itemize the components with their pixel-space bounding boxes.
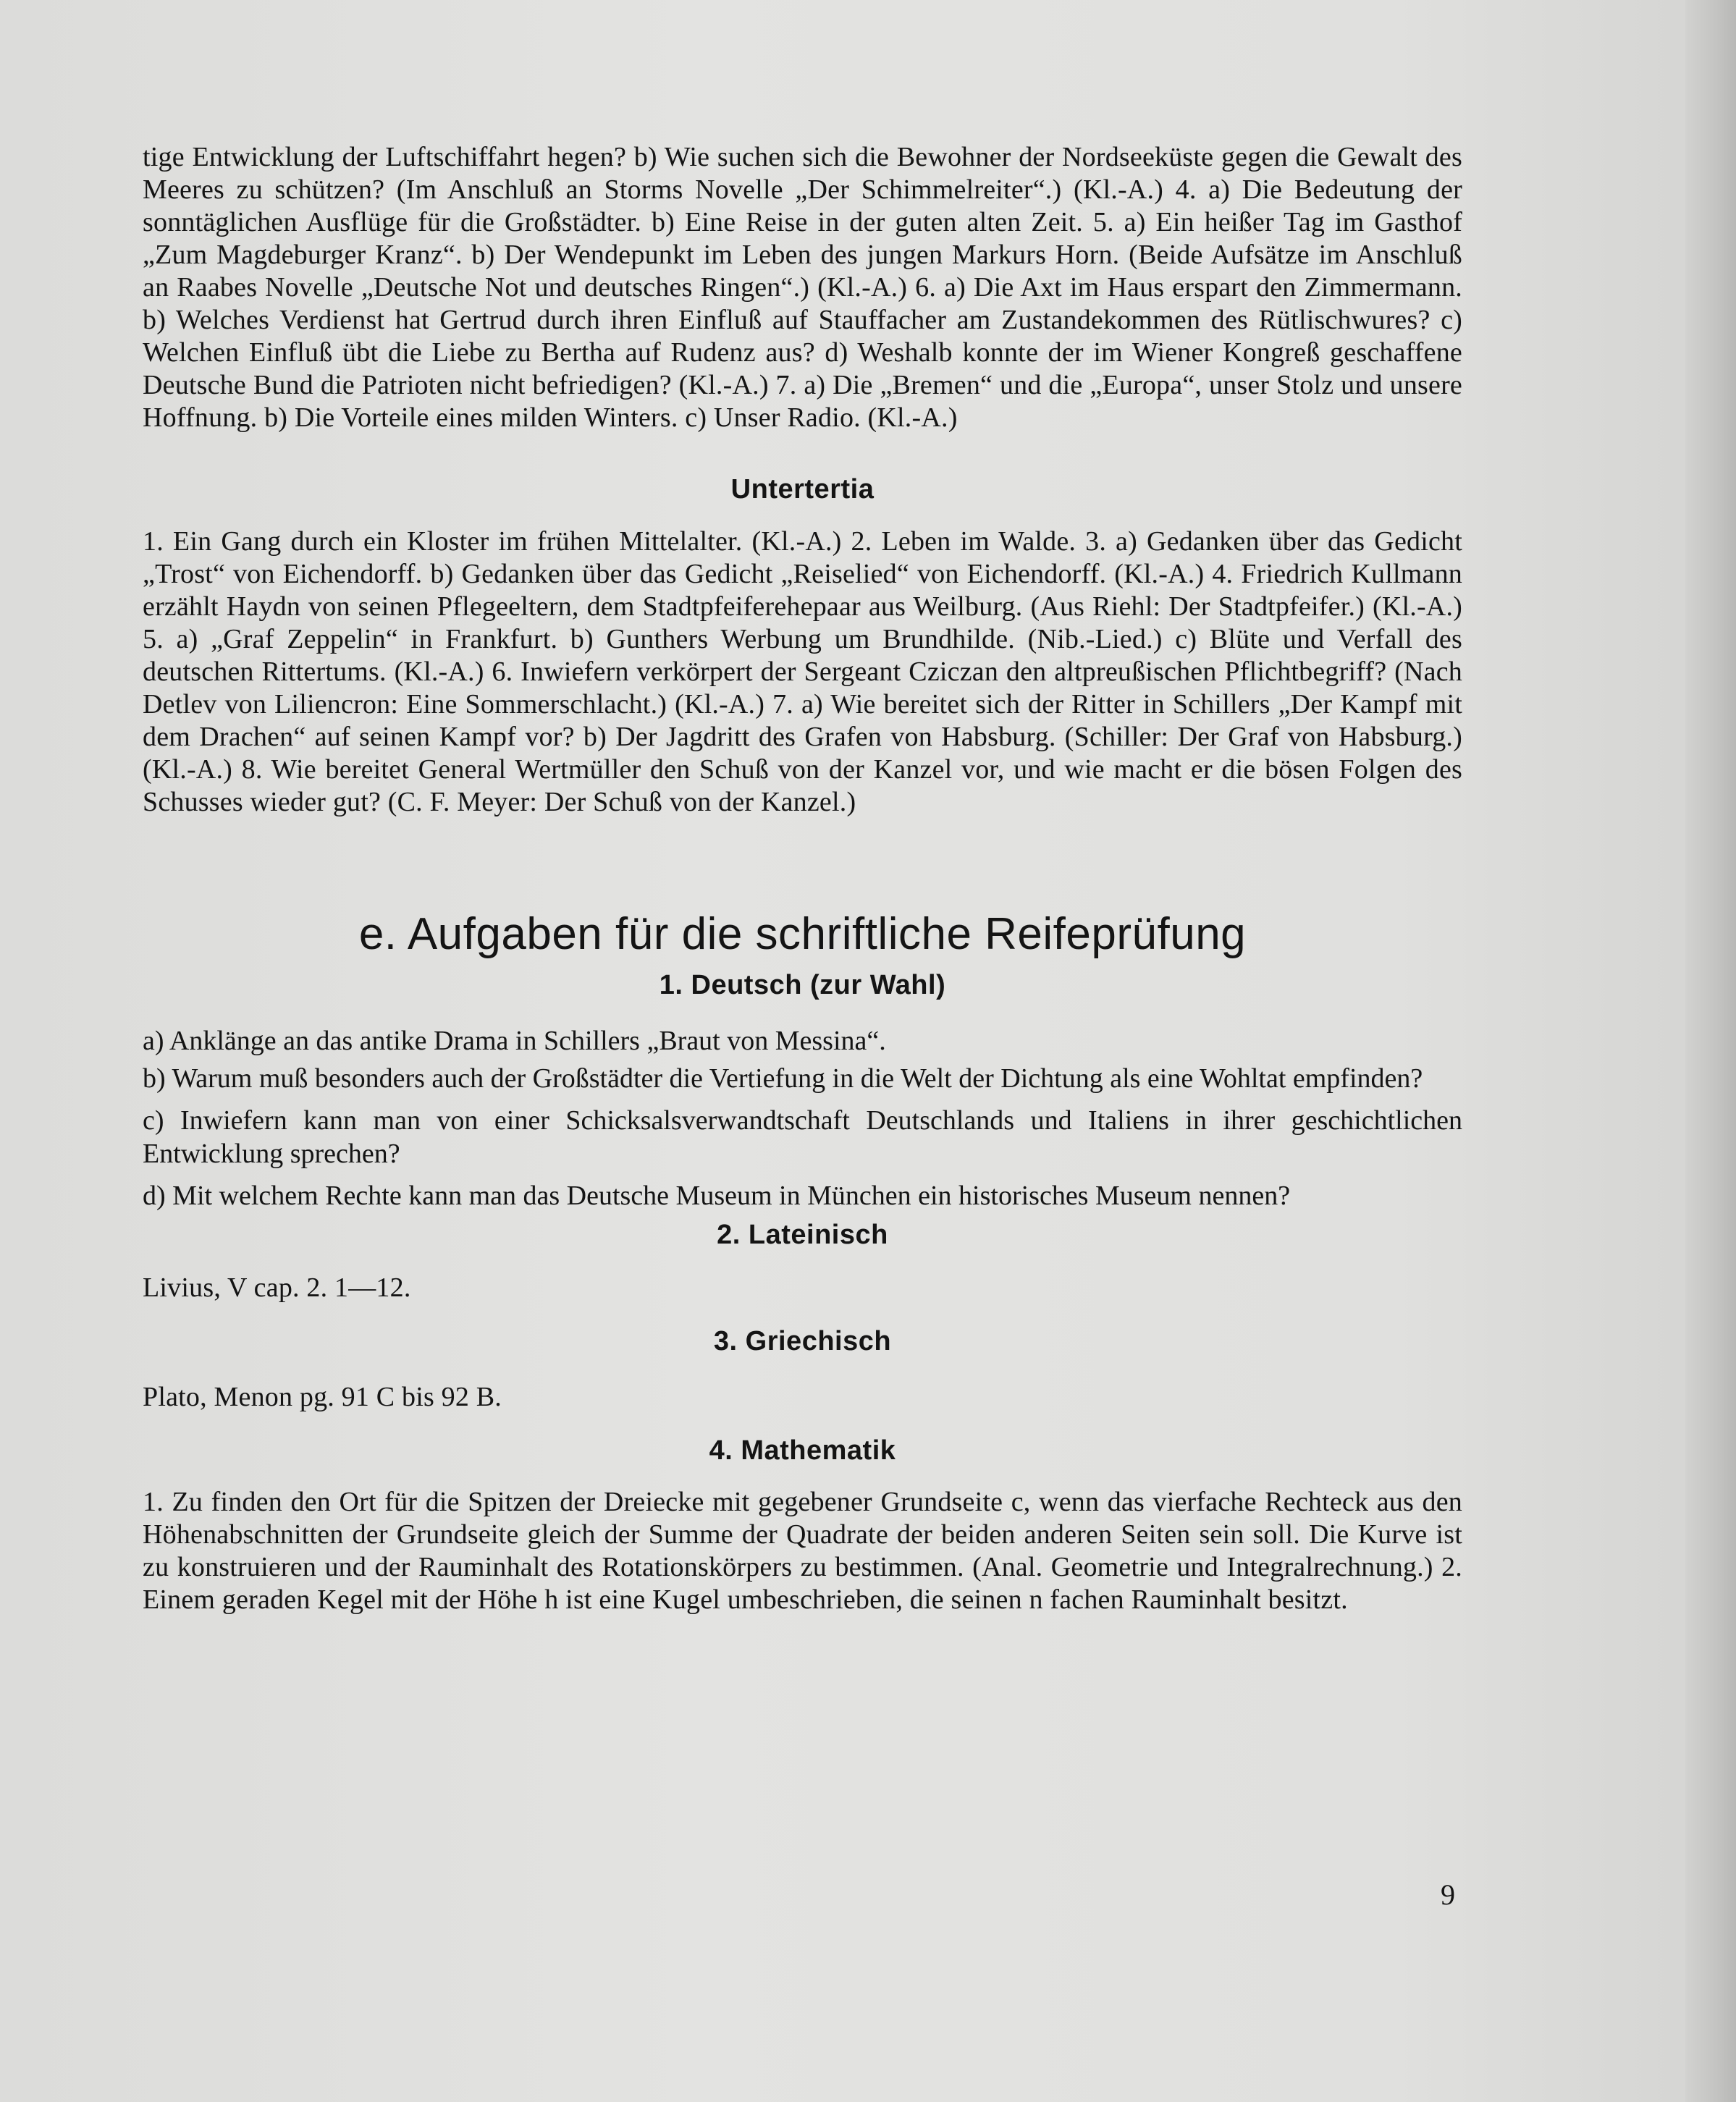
- untertertia-heading: Untertertia: [730, 474, 875, 505]
- mathematik-text: 1. Zu finden den Ort für die Spitzen der Dreiecke mit gegebener Grundseite c, wenn das vierfache Rechteck aus den Höhenabschnitten der Grundseite gleich der Summe der Quadrate der beiden anderen Seiten sein soll. Die Kurve ist zu konstruieren und der Rauminhalt des Rotationskörpers zu bestimmen. (Anal. Geometrie und Integralrechnung.) 2. Einem geraden Kegel mit der Höhe h ist eine Kugel umbeschrieben, die seinen n fachen Rauminhalt besitzt.: [143, 1487, 1462, 1615]
- deutsch-item-d: d) Mit welchem Rechte kann man das Deutsche Museum in München ein historisches Museum nennen?: [143, 1181, 1291, 1211]
- page-binding-shadow: [1685, 0, 1736, 2102]
- page-number: 9: [1441, 1878, 1455, 1911]
- deutsch-item-c: c) Inwiefern kann man von einer Schicksalsverwandtschaft Deutschlands und Italiens in ihrer geschichtlichen Entwicklung sprechen?: [143, 1105, 1462, 1169]
- deutsch-heading: 1. Deutsch (zur Wahl): [659, 970, 946, 1000]
- latein-heading: 2. Lateinisch: [717, 1220, 888, 1250]
- intro-paragraph: tige Entwicklung der Luftschiffahrt hegen? b) Wie suchen sich die Bewohner der Nordseeküste gegen die Gewalt des Meeres zu schützen? (Im Anschluß an Storms Novelle „Der Schimmelreiter“.) (Kl.-A.) 4. a) Die Bedeutung der sonntäglichen Ausflüge für die Großstädter. b) Eine Reise in der guten alten Zeit. 5. a) Ein heißer Tag im Gasthof „Zum Magdeburger Kranz“. b) Der Wendepunkt im Leben des jungen Markurs Horn. (Beide Aufsätze im Anschluß an Raabes Novelle „Deutsche Not und deutsches Ringen“.) (Kl.-A.) 6. a) Die Axt im Haus erspart den Zimmermann. b) Welches Verdienst hat Gertrud durch ihren Einfluß auf Stauffacher am Zustandekommen des Rütlischwures? c) Welchen Einfluß übt die Liebe zu Bertha auf Rudenz aus? d) Weshalb konnte der im Wiener Kongreß geschaffene Deutsche Bund die Patrioten nicht befriedigen? (Kl.-A.) 7. a) Die „Bremen“ und die „Europa“, unser Stolz und unsere Hoffnung. b) Die Vorteile eines milden Winters. c) Unser Radio. (Kl.-A.): [143, 142, 1462, 433]
- page-content: [143, 141, 1462, 1616]
- deutsch-item-b: b) Warum muß besonders auch der Großstädter die Vertiefung in die Welt der Dichtung als eine Wohltat empfinden?: [143, 1063, 1423, 1094]
- griechisch-text: Plato, Menon pg. 91 C bis 92 B.: [143, 1382, 502, 1412]
- untertertia-paragraph: 1. Ein Gang durch ein Kloster im frühen Mittelalter. (Kl.-A.) 2. Leben im Walde. 3. a) Gedanken über das Gedicht „Trost“ von Eichendorff. b) Gedanken über das Gedicht „Reiselied“ von Eichendorff. (Kl.-A.) 4. Friedrich Kullmann erzählt Haydn von seinen Pflegeeltern, dem Stadtpfeiferehepaar aus Weilburg. (Aus Riehl: Der Stadtpfeifer.) (Kl.-A.) 5. a) „Graf Zeppelin“ in Frankfurt. b) Gunthers Werbung um Brundhilde. (Nib.-Lied.) c) Blüte und Verfall des deutschen Rittertums. (Kl.-A.) 6. Inwiefern verkörpert der Sergeant Cziczan den altpreußischen Pflichtbegriff? (Nach Detlev von Liliencron: Eine Sommerschlacht.) (Kl.-A.) 7. a) Wie bereitet sich der Ritter in Schillers „Der Kampf mit dem Drachen“ auf seinen Kampf vor? b) Der Jagdritt des Grafen von Habsburg. (Schiller: Der Graf von Habsburg.) (Kl.-A.) 8. Wie bereitet General Wertmüller den Schuß von der Kanzel vor, und wie macht er die bösen Folgen des Schusses wieder gut? (C. F. Meyer: Der Schuß von der Kanzel.): [143, 526, 1462, 817]
- main-heading: e. Aufgaben für die schriftliche Reifeprüfung: [358, 909, 1247, 959]
- mathematik-heading: 4. Mathematik: [709, 1435, 896, 1466]
- griechisch-heading: 3. Griechisch: [713, 1326, 892, 1356]
- deutsch-item-a: a) Anklänge an das antike Drama in Schillers „Braut von Messina“.: [143, 1026, 886, 1056]
- latein-text: Livius, V cap. 2. 1—12.: [143, 1272, 411, 1303]
